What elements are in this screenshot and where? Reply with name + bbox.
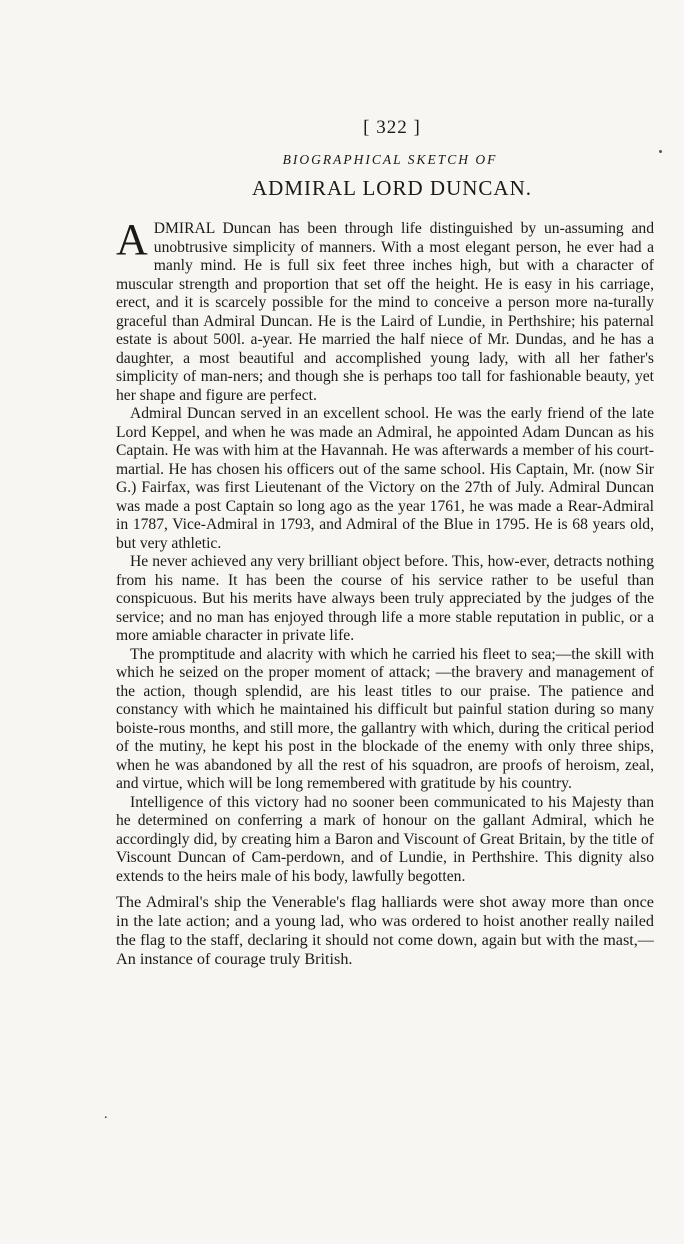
page-title: ADMIRAL LORD DUNCAN. <box>252 176 532 200</box>
paragraph: Admiral Duncan served in an excellent school. He was the early friend of the late Lord Keppel, and when he was made an Admiral, he appointed Adam Duncan as his Captain. He was with him at the Havannah. He was afterwards a member of his court-martial. He has chosen his officers out of the same school. His Captain, Mr. (now Sir G.) Fairfax, was first Lieutenant of the Victory on the 27th of July. Admiral Duncan was made a post Captain so long ago as the year 1761, he was made a Rear-Admiral in 1787, Vice-Admiral in 1793, and Admiral of the Blue in 1795. He is 68 years old, but very athletic. <box>116 405 654 552</box>
subtitle: BIOGRAPHICAL SKETCH OF <box>282 152 498 167</box>
drop-cap: A <box>116 215 148 264</box>
article-body <box>116 215 654 969</box>
paragraph: Intelligence of this victory had no sooner been communicated to his Majesty than he determined on conferring a mark of honour on the gallant Admiral, which he accordingly did, by creating him a Baron and Viscount of Great Britain, by the title of Viscount Duncan of Cam-perdown, and of Lundie, in Perthshire. This dignity also extends to the heirs male of his body, lawfully begotten. <box>116 793 654 885</box>
paragraph <box>116 215 654 405</box>
paragraph: The Admiral's ship the Venerable's flag halliards were shot away more than once in the late action; and a young lad, who was ordered to hoist another really nailed the flag to the staff, declaring it should not come down, again but with the mast,—An instance of courage truly British. <box>116 893 654 968</box>
page-number: [ 322 ] <box>363 117 421 138</box>
paragraph: He never achieved any very brilliant object before. This, how-ever, detracts nothing from his name. It has been the course of his service rather to be useful than conspicuous. But his merits have always been truly appreciated by the judges of the service; and no man has enjoyed through life a more stable reputation in public, or a more amiable character in private life. <box>116 553 654 644</box>
ink-speck <box>659 150 662 153</box>
margin-mark: . <box>104 1107 108 1122</box>
paragraph-text: DMIRAL Duncan has been through life distinguished by un-assuming and unobtrusive simplicity of manners. With a most elegant person, he ever had a manly mind. He is full six feet three inches high, but with a character of muscular strength and proportion that set off the height. He is easy in his carriage, erect, and it is scarcely possible for the mind to conceive a person more na-turally graceful than Admiral Duncan. He is the Laird of Lundie, in Perthshire; his paternal estate is about 500l. a-year. He married the half niece of Mr. Dundas, and he has a daughter, a most beautiful and accomplished young lady, with all her father's simplicity of man-ners; and though she is perhaps too tall for fashionable beauty, yet her shape and figure are perfect. <box>116 220 654 404</box>
paragraph: The promptitude and alacrity with which he carried his fleet to sea;—the skill with which he seized on the proper moment of attack; —the bravery and management of the action, though splendid, are his least titles to our praise. The patience and constancy with which he maintained his difficult but painful station during so many boiste-rous months, and still more, the gallantry with which, during the critical period of the mutiny, he kept his post in the blockade of the enemy with only three ships, when he was abandoned by all the rest of his squadron, are proofs of heroism, zeal, and virtue, which will be long remembered with gratitude by his country. <box>116 645 654 792</box>
